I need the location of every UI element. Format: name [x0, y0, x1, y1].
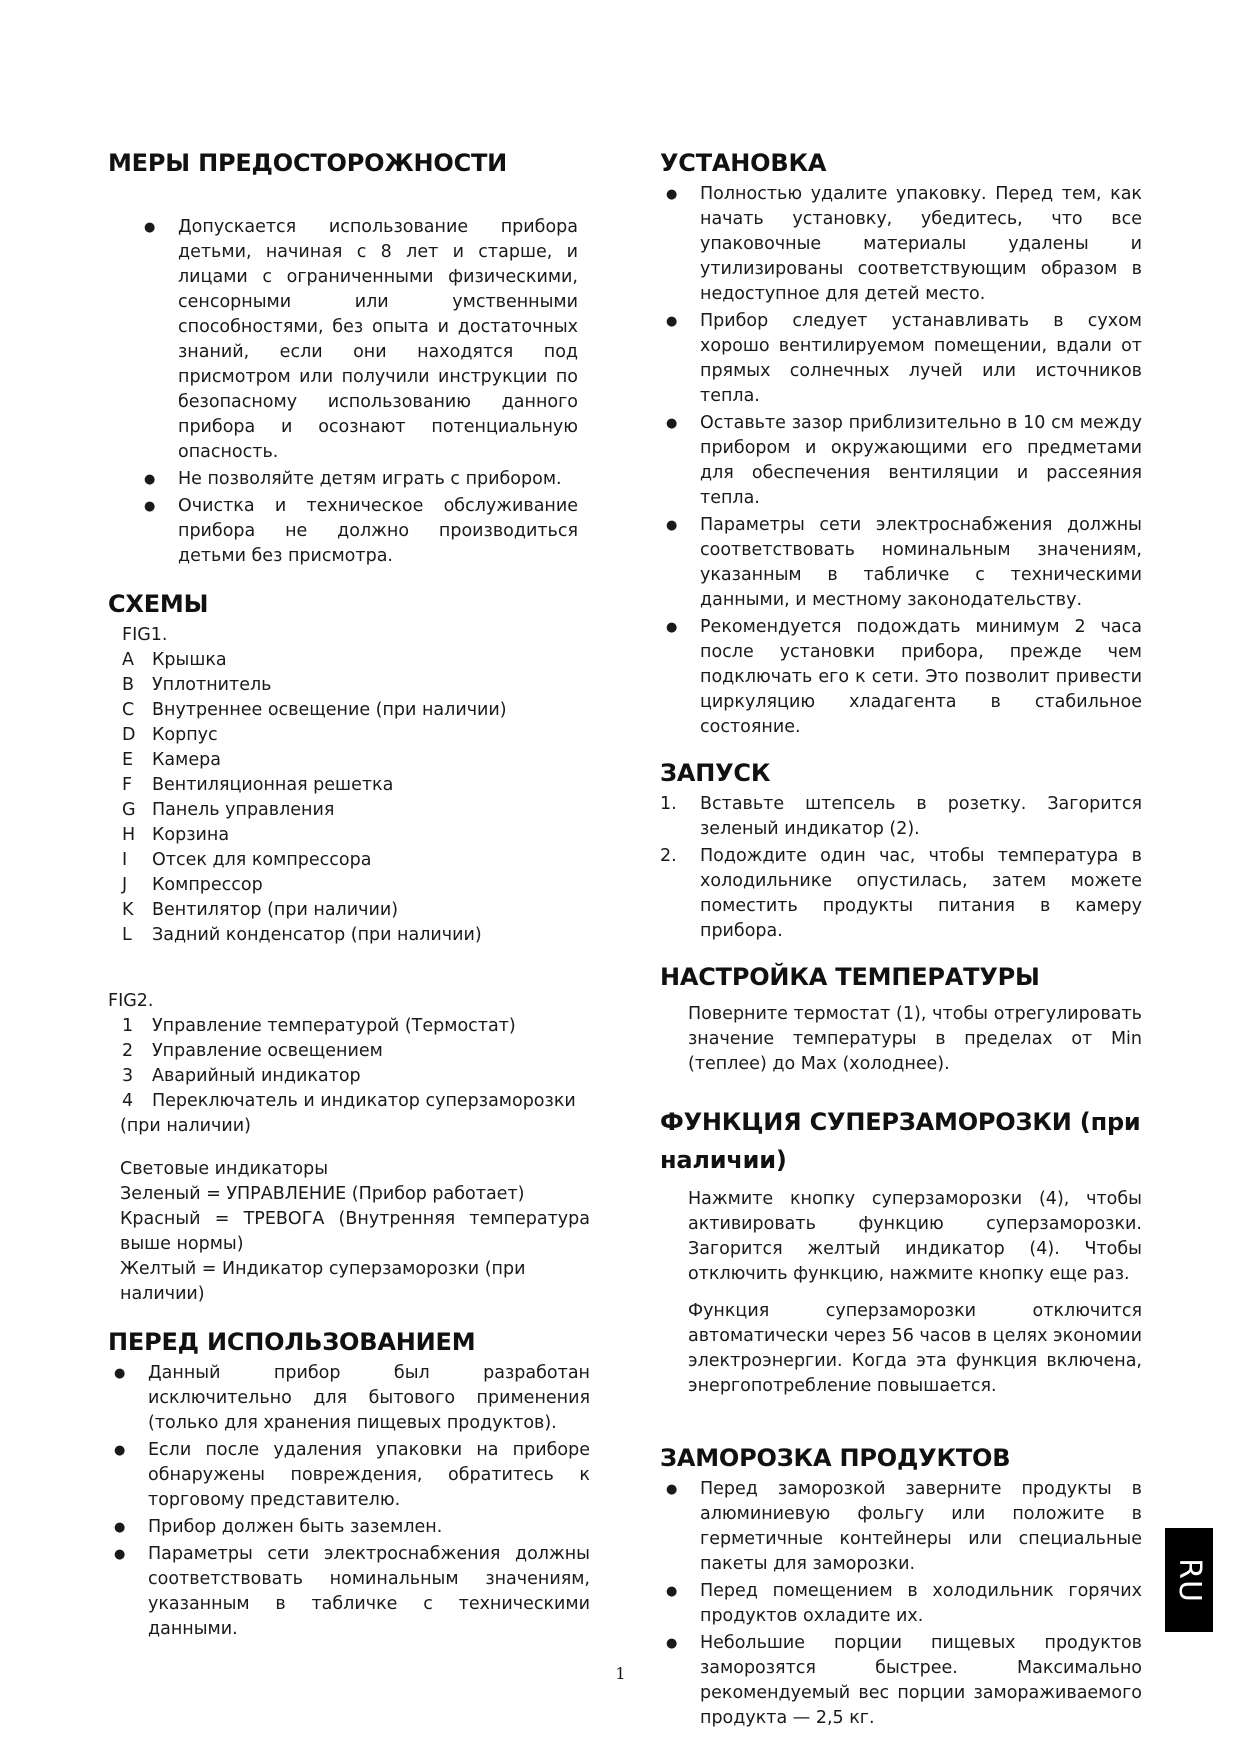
- list-item: ● Небольшие порции пищевых продуктов заморозятся быстрее. Максимально рекомендуемый вес порции замораживаемого продукта — 2,5 кг.: [660, 1631, 1142, 1731]
- legend-item: H Корзина: [122, 825, 230, 845]
- language-tab: [1165, 1528, 1213, 1632]
- list-item: ● Прибор должен быть заземлен.: [108, 1515, 590, 1540]
- indicator-red: Красный = ТРЕВОГА (Внутренняя температура выше нормы): [120, 1209, 590, 1254]
- legend-item: L Задний конденсатор (при наличии): [122, 925, 482, 945]
- legend-item: B Уплотнитель: [122, 675, 272, 695]
- freezing-list: [660, 1477, 1142, 1731]
- list-item: ● Прибор следует устанавливать в сухом хорошо вентилируемом помещении, вдали от прямых солнечных лучей или источников тепла.: [660, 309, 1142, 409]
- superfreeze-para-2: Функция суперзаморозки отключится автоматически через 56 часов в целях экономии электроэнергии. Когда эта функция включена, энергопотребление повышается.: [688, 1301, 1142, 1396]
- fig2-label: FIG2.: [108, 991, 154, 1011]
- schemes-title: СХЕМЫ: [108, 590, 209, 618]
- list-item: ● Перед помещением в холодильник горячих продуктов охладите их.: [660, 1579, 1142, 1629]
- schemes-content: [108, 623, 590, 948]
- legend-item: A Крышка: [122, 650, 227, 670]
- precautions-list: [138, 215, 578, 569]
- legend-item: J Компрессор: [122, 875, 263, 895]
- list-item: ● Оставьте зазор приблизительно в 10 см между прибором и окружающими его предметами для обеспечения вентиляции и рассеяния тепла.: [660, 411, 1142, 511]
- list-item: ● Данный прибор был разработан исключительно для бытового применения (только для хранения пищевых продуктов).: [108, 1361, 590, 1436]
- startup-title: ЗАПУСК: [660, 759, 771, 787]
- legend-item: K Вентилятор (при наличии): [122, 900, 399, 920]
- legend-item: I Отсек для компрессора: [122, 850, 372, 870]
- indicator-green: Зеленый = УПРАВЛЕНИЕ (Прибор работает): [120, 1184, 525, 1204]
- list-item: ● Параметры сети электроснабжения должны соответствовать номинальным значениям, указанным в табличке с техническими данными.: [108, 1542, 590, 1642]
- list-item: ● Рекомендуется подождать минимум 2 часа после установки прибора, прежде чем подключать его к сети. Это позволит привести циркуляцию хладагента в стабильное состояние.: [660, 615, 1142, 740]
- legend-item: 3 Аварийный индикатор: [122, 1066, 361, 1086]
- list-item: ● Полностью удалите упаковку. Перед тем, как начать установку, убедитесь, что все упаковочные материалы удалены и утилизированы соответствующим образом в недоступное для детей место.: [660, 182, 1142, 307]
- legend-item: D Корпус: [122, 725, 218, 745]
- language-tab-label: RU: [1171, 1557, 1207, 1603]
- indicators-title: Световые индикаторы: [120, 1159, 329, 1179]
- temperature-title: НАСТРОЙКА ТЕМПЕРАТУРЫ: [660, 963, 1040, 991]
- fig2-item4-continuation: (при наличии): [120, 1116, 251, 1136]
- list-item: ● Допускается использование прибора детьми, начиная с 8 лет и старше, и лицами с ограниченными физическими, сенсорными или умственными способностями, без опыта и достаточных знаний, если они находятся под присмотром или получили инструкции по безопасному использованию данного прибора и осознают потенциальную опасность.: [138, 215, 578, 465]
- page-number: 1: [615, 1664, 626, 1683]
- precautions-title: МЕРЫ ПРЕДОСТОРОЖНОСТИ: [108, 149, 508, 177]
- before-use-list: [108, 1361, 590, 1642]
- superfreeze-para-1: Нажмите кнопку суперзаморозки (4), чтобы активировать функцию суперзаморозки. Загорится желтый индикатор (4). Чтобы отключить функцию, нажмите кнопку еще раз.: [688, 1189, 1142, 1284]
- installation-list: [660, 182, 1142, 740]
- list-item: ● Если после удаления упаковки на приборе обнаружены повреждения, обратитесь к торговому представителю.: [108, 1438, 590, 1513]
- installation-title: УСТАНОВКА: [660, 149, 827, 177]
- legend-item: E Камера: [122, 750, 221, 770]
- fig1-label: FIG1.: [122, 625, 168, 645]
- list-item: ● Не позволяйте детям играть с прибором.: [138, 467, 578, 492]
- startup-list: [660, 792, 1142, 944]
- left-column: [108, 144, 590, 1644]
- freezing-title: ЗАМОРОЗКА ПРОДУКТОВ: [660, 1444, 1011, 1472]
- list-item: 1. Вставьте штепсель в розетку. Загорится зеленый индикатор (2).: [660, 794, 1142, 839]
- list-item: ● Параметры сети электроснабжения должны соответствовать номинальным значениям, указанным в табличке с техническими данными, и местному законодательству.: [660, 513, 1142, 613]
- legend-item: G Панель управления: [122, 800, 335, 820]
- legend-item: 4 Переключатель и индикатор суперзаморозки: [122, 1091, 576, 1111]
- superfreeze-title: ФУНКЦИЯ СУПЕРЗАМОРОЗКИ (при наличии): [660, 1108, 1141, 1174]
- legend-item: 1 Управление температурой (Термостат): [122, 1016, 516, 1036]
- before-use-title: ПЕРЕД ИСПОЛЬЗОВАНИЕМ: [108, 1328, 476, 1356]
- list-item: ● Перед заморозкой заверните продукты в алюминиевую фольгу или положите в герметичные контейнеры или специальные пакеты для заморозки.: [660, 1477, 1142, 1577]
- legend-item: 2 Управление освещением: [122, 1041, 383, 1061]
- legend-item: C Внутреннее освещение (при наличии): [122, 700, 507, 720]
- legend-item: F Вентиляционная решетка: [122, 775, 394, 795]
- list-item: 2. Подождите один час, чтобы температура в холодильнике опустилась, затем можете поместить продукты питания в камеру прибора.: [660, 846, 1142, 941]
- list-item: ● Очистка и техническое обслуживание прибора не должно производиться детьми без присмотра.: [138, 494, 578, 569]
- fig2-content: [108, 1014, 590, 1114]
- indicators-block: [108, 1157, 590, 1307]
- temperature-text: Поверните термостат (1), чтобы отрегулировать значение температуры в пределах от Min (теплее) до Max (холоднее).: [688, 1004, 1142, 1074]
- indicator-yellow: Желтый = Индикатор суперзаморозки (при наличии): [120, 1259, 526, 1304]
- right-column: [660, 144, 1142, 1733]
